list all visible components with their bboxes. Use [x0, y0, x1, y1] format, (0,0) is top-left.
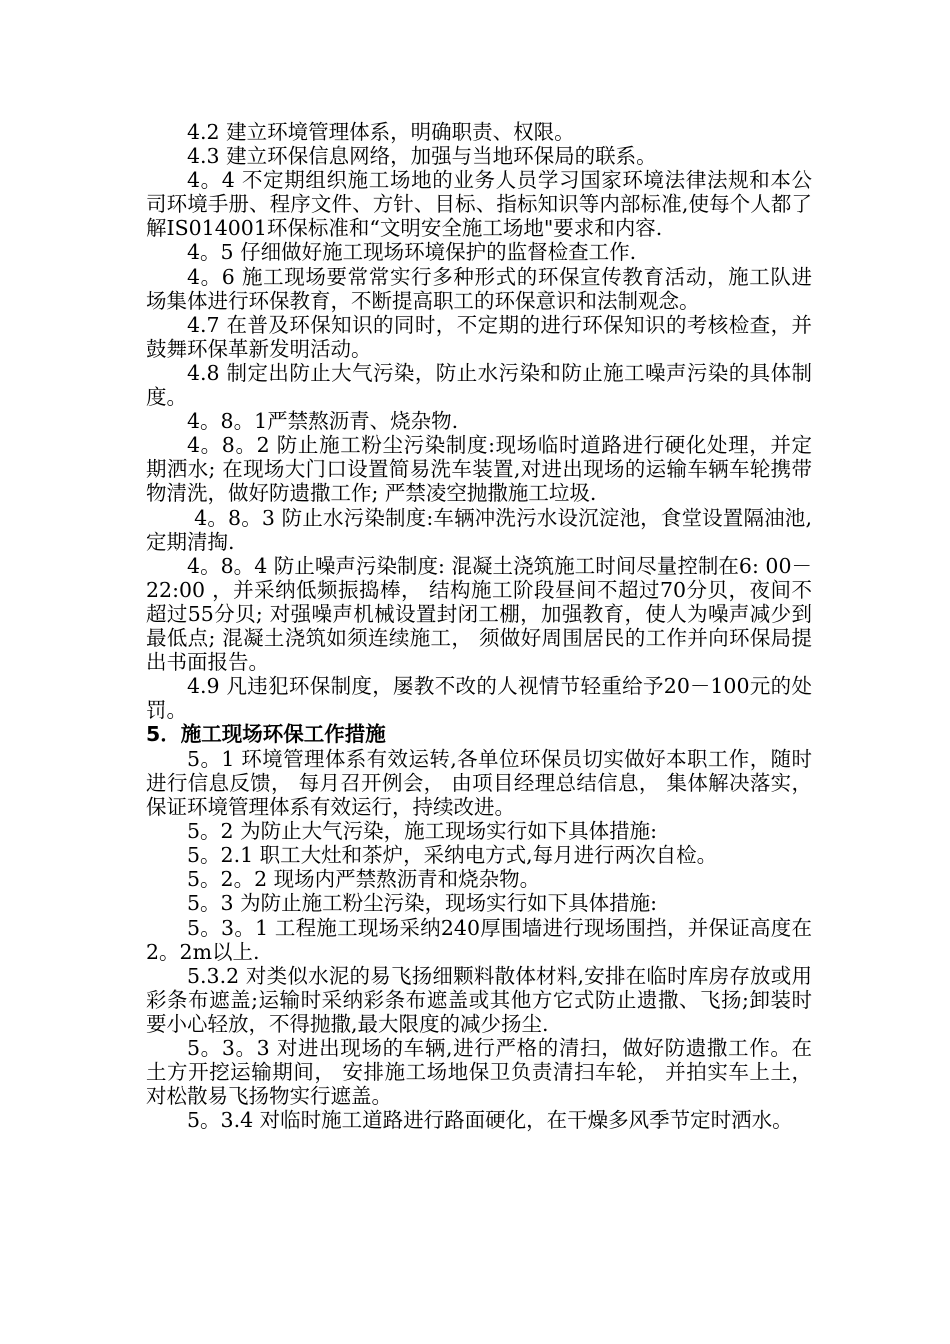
paragraph-5-3: 5。3 为防止施工粉尘污染，现场实行如下具体措施:	[187, 891, 658, 916]
paragraph-4-4: 4。4 不定期组织施工场地的业务人员学习国家环境法律法规和本公司环境手册、程序文件、方针、目标、指标知识等内部标准,使每个人都了解IS014001环保标准和“文明安全施工场地"要求和内容.	[146, 168, 812, 241]
paragraph-5-3-1: 5。3。1 工程施工现场采纳240厚围墙进行现场围挡，并保证高度在2。2m以上.	[146, 915, 812, 964]
paragraph-4-8-2: 4。8。2 防止施工粉尘污染制度:现场临时道路进行硬化处理，并定期洒水; 在现场大门口设置简易洗车装置,对进出现场的运输车辆车轮携带物清洗，做好防遗撒工作; 严禁凌空抛撒施工垃圾.	[146, 433, 812, 506]
paragraph-4-3: 4.3 建立环保信息网络，加强与当地环保局的联系。	[187, 144, 657, 169]
paragraph-5-3-2: 5.3.2 对类似水泥的易飞扬细颗料散体材料,安排在临时库房存放或用彩条布遮盖;运输时采纳彩条布遮盖或其他方它式防止遗撒、飞扬;卸装时要小心轻放，不得抛撒,最大限度的减少扬尘.	[146, 963, 812, 1036]
paragraph-4-5: 4。5 仔细做好施工现场环境保护的监督检查工作.	[187, 240, 637, 265]
paragraph-4-9: 4.9 凡违犯环保制度，屡教不改的人视情节轻重给予20－100元的处罚。	[146, 674, 812, 723]
paragraph-4-7: 4.7 在普及环保知识的同时，不定期的进行环保知识的考核检查，并鼓舞环保革新发明活动。	[146, 312, 812, 361]
paragraph-4-8: 4.8 制定出防止大气污染，防止水污染和防止施工噪声污染的具体制度。	[146, 360, 812, 410]
paragraph-5-2-1: 5。2.1 职工大灶和茶炉，采纳电方式,每月进行两次自检。	[187, 843, 718, 868]
paragraph-5-1: 5。1 环境管理体系有效运转,各单位环保员切实做好本职工作，随时进行信息反馈， 每月召开例会， 由项目经理总结信息， 集体解决落实，保证环境管理体系有效运行，持续改进。	[146, 746, 812, 820]
paragraph-5-2: 5。2 为防止大气污染，施工现场实行如下具体措施:	[187, 819, 658, 844]
section-5-heading: 5．施工现场环保工作措施	[146, 722, 386, 747]
paragraph-4-8-3: 4。8。3 防止水污染制度:车辆冲洗污水设沉淀池，食堂设置隔油池,定期清掏.	[146, 505, 812, 554]
paragraph-4-6: 4。6 施工现场要常常实行多种形式的环保宣传教育活动，施工队进场集体进行环保教育，不断提高职工的环保意识和法制观念。	[146, 264, 812, 313]
paragraph-4-8-4: 4。8。4 防止噪声污染制度: 混凝土浇筑施工时间尽量控制在6: 00－22:00 ，并采纳低频振捣棒， 结构施工阶段昼间不超过70分贝，夜间不超过55分贝; 对强噪声机械设置封闭工棚，加强教育，使人为噪声减少到最低点; 混凝土浇筑如须连续施工， 须做好周围居民的工作并向环保局提出书面报告。	[146, 553, 812, 675]
paragraph-5-3-4: 5。3.4 对临时施工道路进行路面硬化，在干燥多风季节定时洒水。	[187, 1108, 793, 1133]
document-page	[146, 120, 812, 1132]
paragraph-5-2-2: 5。2。2 现场内严禁熬沥青和烧杂物。	[187, 867, 541, 892]
paragraph-5-3-3: 5。3。3 对进出现场的车辆,进行严格的清扫，做好防遗撒工作。在土方开挖运输期间， 安排施工场地保卫负责清扫车轮， 并拍实车上土，对松散易飞扬物实行遮盖。	[146, 1035, 812, 1109]
paragraph-4-8-1: 4。8。1严禁熬沥青、烧杂物.	[187, 409, 459, 434]
paragraph-4-2: 4.2 建立环境管理体系，明确职责、权限。	[187, 120, 575, 144]
